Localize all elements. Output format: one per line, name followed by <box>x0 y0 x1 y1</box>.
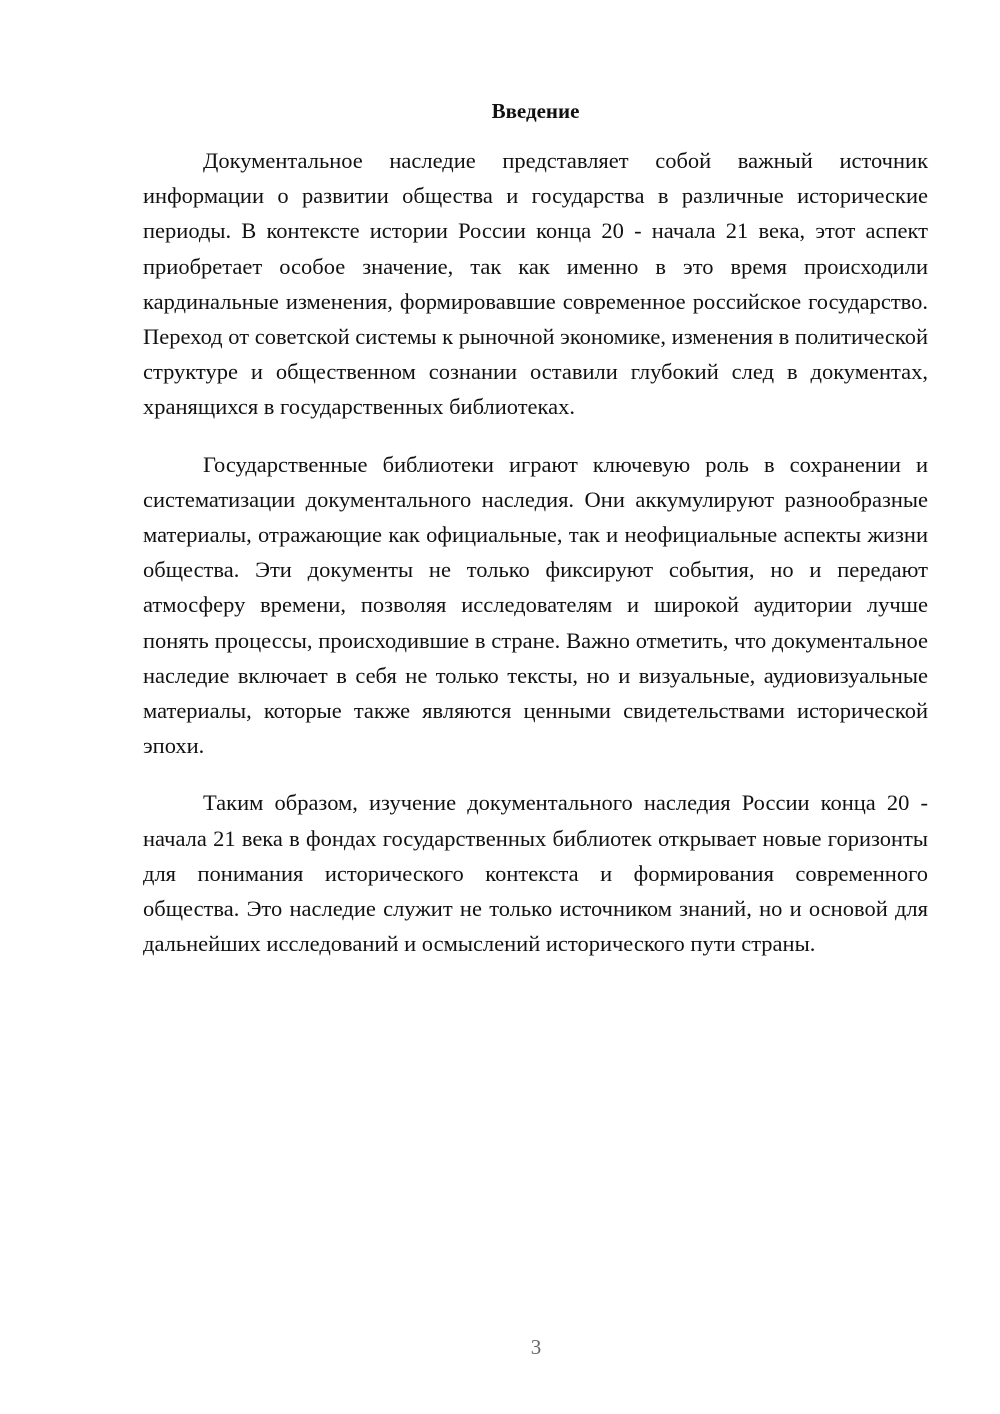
body-text <box>143 143 928 983</box>
paragraph-2: Государственные библиотеки играют ключевую роль в сохранении и систематизации документального наследия. Они аккумулируют разнообразные материалы, отражающие как официальные, так и неофициальные аспекты жизни общества. Эти документы не только фиксируют события, но и передают атмосферу времени, позволяя исследователям и широкой аудитории лучше понять процессы, происходившие в стране. Важно отметить, что документальное наследие включает в себя не только тексты, но и визуальные, аудиовизуальные материалы, которые также являются ценными свидетельствами исторической эпохи. <box>143 451 928 759</box>
page-number: 3 <box>530 1335 542 1359</box>
paragraph-1: Документальное наследие представляет собой важный источник информации о развитии общества и государства в различные исторические периоды. В контексте истории России конца 20 - начала 21 века, этот аспект приобретает особое значение, так как именно в это время происходили кардинальные изменения, формировавшие современное российское государство. Переход от советской системы к рыночной экономике, изменения в политической структуре и общественном сознании оставили глубокий след в документах, хранящихся в государственных библиотеках. <box>143 148 928 420</box>
section-heading: Введение <box>491 99 580 123</box>
paragraph-3: Таким образом, изучение документального наследия России конца 20 - начала 21 века в фондах государственных библиотек открывает новые горизонты для понимания исторического контекста и формирования современного общества. Это наследие служит не только источником знаний, но и основой для дальнейших исследований и осмыслений исторического пути страны. <box>143 790 928 957</box>
